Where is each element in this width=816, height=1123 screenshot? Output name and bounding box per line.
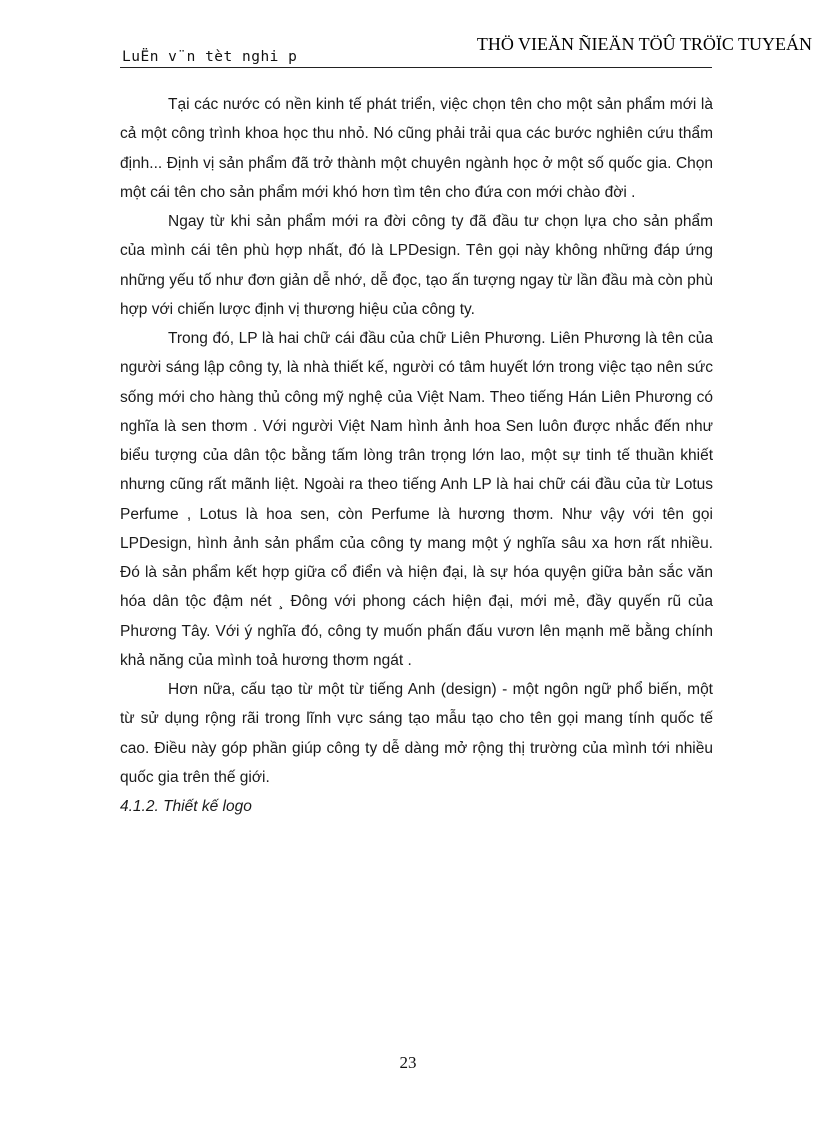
body-text xyxy=(120,90,713,821)
paragraph-naming-importance: Tại các nước có nền kinh tế phát triển, việc chọn tên cho một sản phẩm mới là cả một công trình khoa học thu nhỏ. Nó cũng phải trải qua các bước nghiên cứu thẩm định... Định vị sản phẩm đã trở thành một chuyên ngành học ở một số quốc gia. Chọn một cái tên cho sản phẩm mới khó hơn tìm tên cho đứa con mới chào đời . xyxy=(120,96,713,201)
header-divider xyxy=(120,67,712,68)
paragraph-design-word: Hơn nữa, cấu tạo từ một từ tiếng Anh (design) - một ngôn ngữ phổ biến, một từ sử dụng rộng rãi trong lĩnh vực sáng tạo mẫu tạo cho tên gọi mang tính quốc tế cao. Điều này góp phần giúp công ty dễ dàng mở rộng thị trường của mình tới nhiều quốc gia trên thế giới. xyxy=(120,681,713,786)
paragraph-lp-meaning: Trong đó, LP là hai chữ cái đầu của chữ Liên Phương. Liên Phương là tên của người sáng lập công ty, là nhà thiết kế, người có tâm huyết lớn trong việc tạo nên sức sống mới cho hàng thủ công mỹ nghệ của Việt Nam. Theo tiếng Hán Liên Phương có nghĩa là sen thơm . Với người Việt Nam hình ảnh hoa Sen luôn được nhắc đến như biểu tượng của dân tộc bằng tấm lòng trân trọng lớn lao, một sự tinh tế thuần khiết nhưng cũng rất mãnh liệt. Ngoài ra theo tiếng Anh LP là hai chữ cái đầu của từ Lotus Perfume , Lotus là hoa sen, còn Perfume là hương thơm. Như vậy với tên gọi LPDesign, hình ảnh sản phẩm của công ty mang một ý nghĩa sâu xa hơn rất nhiều. Đó là sản phẩm kết hợp giữa cổ điển và hiện đại, là sự hóa quyện giữa bản sắc văn hóa dân tộc đậm nét ¸ Đông với phong cách hiện đại, mới mẻ, đầy quyến rũ của Phương Tây. Với ý nghĩa đó, công ty muốn phấn đấu vươn lên mạnh mẽ bằng chính khả năng của mình toả hương thơm ngát . xyxy=(120,330,713,669)
paragraph-lpdesign-name: Ngay từ khi sản phẩm mới ra đời công ty đã đầu tư chọn lựa cho sản phẩm của mình cái tên phù hợp nhất, đó là LPDesign. Tên gọi này không những đáp ứng những yếu tố như đơn giản dễ nhớ, dễ đọc, tạo ấn tượng ngay từ lần đầu mà còn phù hợp với chiến lược định vị thương hiệu của công ty. xyxy=(120,213,713,318)
header-library-name: THÖ VIEÄN ÑIEÄN TÖÛ TRÖÏC TUYEÁN xyxy=(476,34,812,54)
section-heading-logo-design: 4.1.2. Thiết kế logo xyxy=(120,798,252,815)
header-thesis-title: LuËn v¨n tèt nghi p xyxy=(122,49,298,65)
page-number: 23 xyxy=(399,1053,417,1072)
